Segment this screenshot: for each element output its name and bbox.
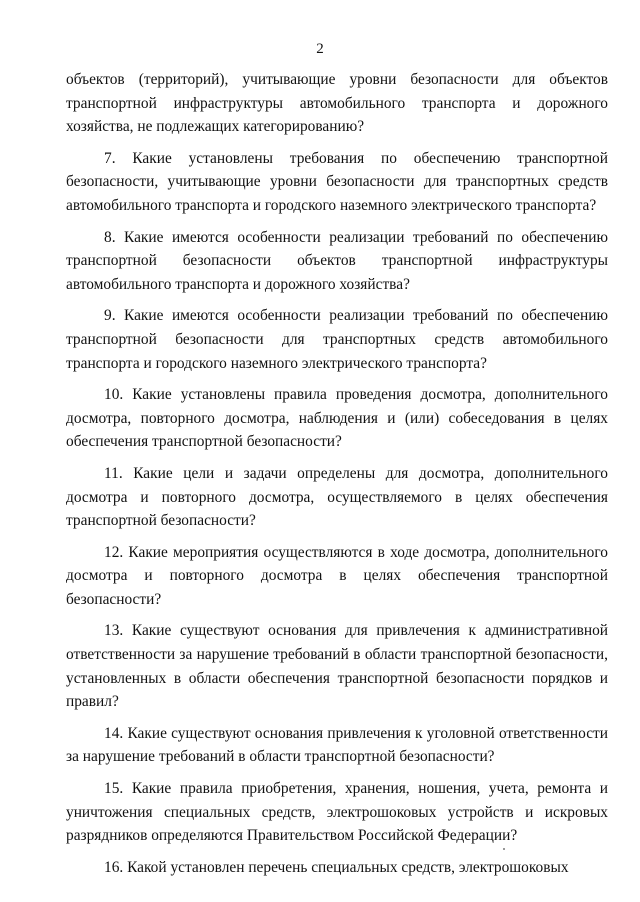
question-10: 10. Какие установлены правила проведения досмотра, дополнительного досмотра, повторного досмотра, наблюдения и (или) собеседования в целях обеспечения транспортной безопасности? (66, 386, 608, 451)
page-number: 2 (316, 41, 324, 57)
scan-speck (503, 848, 505, 850)
question-8: 8. Какие имеются особенности реализации требований по обеспечению транспортной безопасности объектов транспортной инфраструктуры автомобильного транспорта и дорожного хозяйства? (66, 228, 608, 293)
question-13: 13. Какие существуют основания для привлечения к административной ответственности за нарушение требований в области транспортной безопасности, установленных в области обеспечения транспортной безопасности порядков и правил? (66, 622, 608, 711)
question-15: 15. Какие правила приобретения, хранения, ношения, учета, ремонта и уничтожения специальных средств, электрошоковых устройств и искровых разрядников определяются Правительством Российской Федерации? (66, 780, 608, 845)
question-12: 12. Какие мероприятия осуществляются в ходе досмотра, дополнительного досмотра и повторного досмотра в целях обеспечения транспортной безопасности? (66, 543, 608, 608)
question-14: 14. Какие существуют основания привлечения к уголовной ответственности за нарушение требований в области транспортной безопасности? (66, 724, 608, 766)
question-9: 9. Какие имеются особенности реализации требований по обеспечению транспортной безопасности для транспортных средств автомобильного транспорта и городского наземного электрического транспорта? (66, 307, 608, 372)
question-7: 7. Какие установлены требования по обеспечению транспортной безопасности, учитывающие уровни безопасности для транспортных средств автомобильного транспорта и городского наземного электрического транспорта? (66, 149, 608, 214)
paragraph-continuation: объектов (территорий), учитывающие уровни безопасности для объектов транспортной инфраструктуры автомобильного транспорта и дорожного хозяйства, не подлежащих категорированию? (66, 71, 608, 136)
document-body (66, 68, 608, 887)
question-16: 16. Какой установлен перечень специальных средств, электрошоковых (104, 858, 569, 876)
question-11: 11. Какие цели и задачи определены для досмотра, дополнительного досмотра и повторного досмотра, осуществляемого в целях обеспечения транспортной безопасности? (66, 464, 608, 530)
